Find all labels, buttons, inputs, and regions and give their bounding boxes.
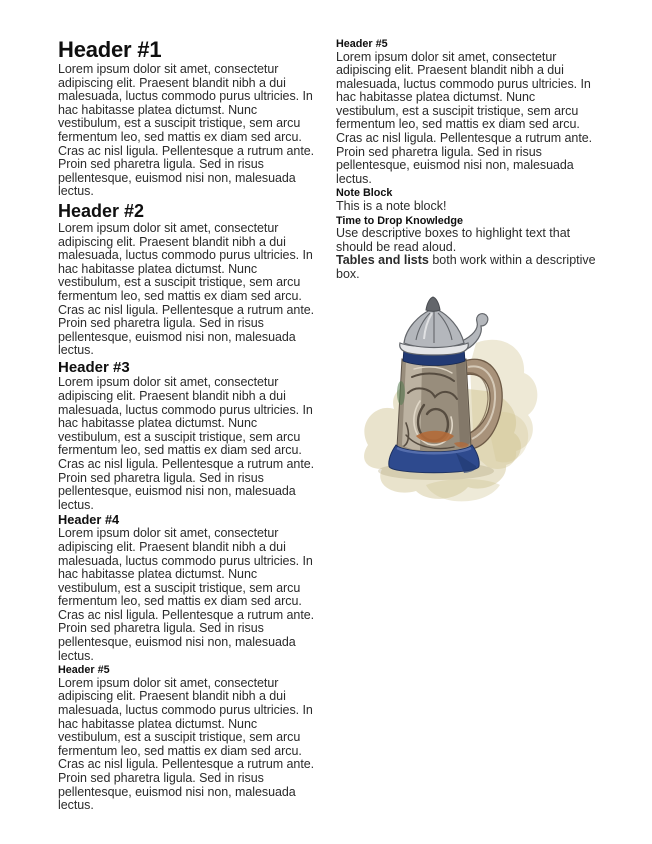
stein-lid: [400, 297, 488, 355]
stein-finial: [426, 297, 440, 312]
section-paragraph-4: Lorem ipsum dolor sit amet, consectetur adipiscing elit. Praesent blandit nibh a dui malesuada, luctus commodo purus ultricies. In hac habitasse platea dictumst. Nunc vestibulum, est a suscipit tristique, sem arcu fermentum leo, sed mattis ex diam sed arcu. Cras ac nisl ligula. Pellentesque a rutrum ante. Proin sed pharetra ligula. Sed in risus pellentesque, euismod nisi non, malesuada lectus.: [58, 526, 315, 663]
tables-lists-line: [336, 254, 599, 281]
section-paragraph-2: Lorem ipsum dolor sit amet, consectetur adipiscing elit. Praesent blandit nibh a dui malesuada, luctus commodo purus ultricies. In hac habitasse platea dictumst. Nunc vestibulum, est a suscipit tristique, sem arcu fermentum leo, sed mattis ex diam sed arcu. Cras ac nisl ligula. Pellentesque a rutrum ante. Proin sed pharetra ligula. Sed in risus pellentesque, euismod nisi non, malesuada lectus.: [58, 220, 315, 358]
section-paragraph-5: Lorem ipsum dolor sit amet, consectetur adipiscing elit. Praesent blandit nibh a dui malesuada, luctus commodo purus ultricies. In hac habitasse platea dictumst. Nunc vestibulum, est a suscipit tristique, sem arcu fermentum leo, sed mattis ex diam sed arcu. Cras ac nisl ligula. Pellentesque a rutrum ante. Proin sed pharetra ligula. Sed in risus pellentesque, euismod nisi non, malesuada lectus.: [58, 675, 315, 813]
section-paragraph-1: Lorem ipsum dolor sit amet, consectetur adipiscing elit. Praesent blandit nibh a dui malesuada, luctus commodo purus ultricies. In hac habitasse platea dictumst. Nunc vestibulum, est a suscipit tristique, sem arcu fermentum leo, sed mattis ex diam sed arcu. Cras ac nisl ligula. Pellentesque a rutrum ante. Proin sed pharetra ligula. Sed in risus pellentesque, euismod nisi non, malesuada lectus.: [58, 62, 315, 199]
stein-body: [397, 359, 471, 453]
section-heading-2: Header #2: [58, 200, 145, 221]
knowledge-label: Time to Drop Knowledge: [336, 214, 463, 227]
section-heading-4: Header #4: [58, 512, 120, 528]
section-heading-5: Header #5: [58, 664, 110, 677]
tables-lists-bold: Tables and lists: [336, 253, 429, 268]
section-heading-right-5: Header #5: [336, 38, 388, 50]
stein-green-accent: [397, 381, 405, 405]
tables-lists-rest: both work within a descriptive box.: [336, 253, 596, 281]
section-paragraph-right: Lorem ipsum dolor sit amet, consectetur adipiscing elit. Praesent blandit nibh a dui malesuada, luctus commodo purus ultricies. In hac habitasse platea dictumst. Nunc vestibulum, est a suscipit tristique, sem arcu fermentum leo, sed mattis ex diam sed arcu. Cras ac nisl ligula. Pellentesque a rutrum ante. Proin sed pharetra ligula. Sed in risus pellentesque, euismod nisi non, malesuada lectus.: [336, 49, 593, 186]
section-paragraph-3: Lorem ipsum dolor sit amet, consectetur adipiscing elit. Praesent blandit nibh a dui malesuada, luctus commodo purus ultricies. In hac habitasse platea dictumst. Nunc vestibulum, est a suscipit tristique, sem arcu fermentum leo, sed mattis ex diam sed arcu. Cras ac nisl ligula. Pellentesque a rutrum ante. Proin sed pharetra ligula. Sed in risus pellentesque, euismod nisi non, malesuada lectus.: [58, 375, 315, 512]
section-heading-3: Header #3: [58, 358, 130, 376]
right-column: [336, 37, 599, 813]
note-block-text: This is a note block!: [336, 198, 447, 213]
left-column: [58, 37, 321, 813]
note-block-label: Note Block: [336, 187, 393, 200]
stein-illustration: [336, 295, 599, 507]
beer-stein-image: [336, 295, 599, 507]
knowledge-text: Use descriptive boxes to highlight text that should be read aloud.: [336, 226, 571, 254]
section-heading-1: Header #1: [58, 37, 162, 62]
